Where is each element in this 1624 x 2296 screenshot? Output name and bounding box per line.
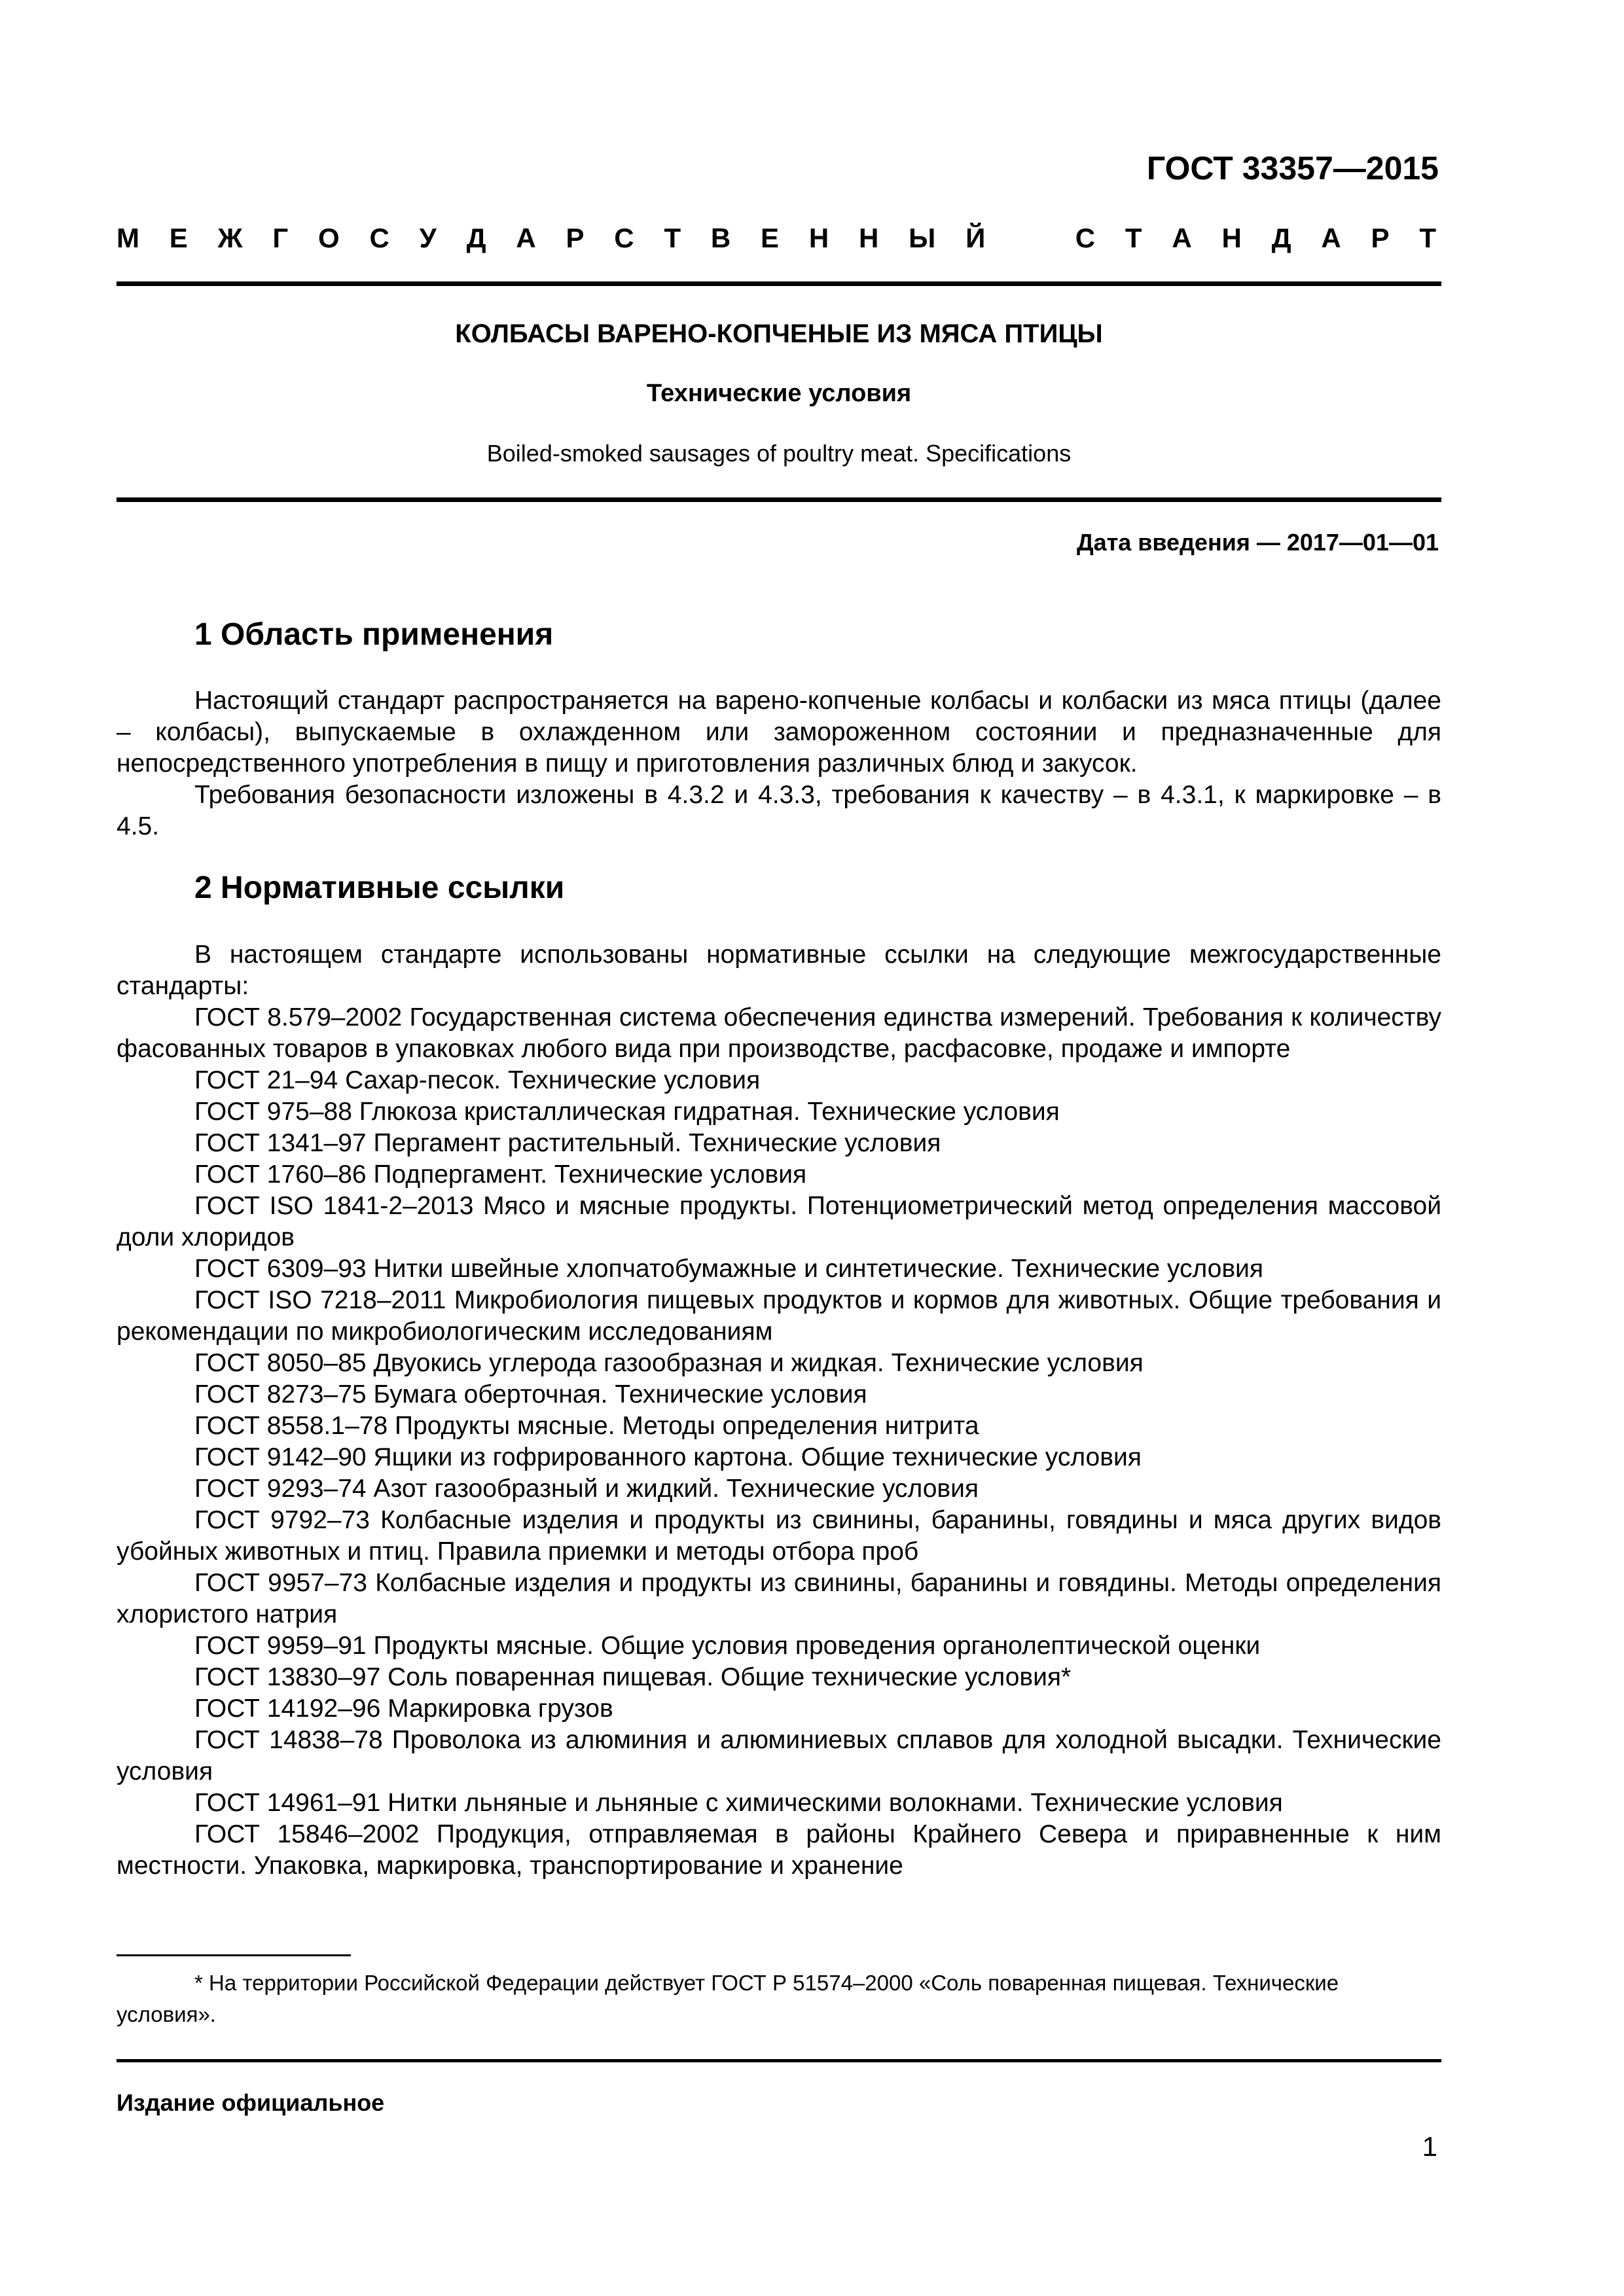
bottom-divider — [117, 2059, 1441, 2062]
reference-item: ГОСТ 14192–96 Маркировка грузов — [194, 1695, 613, 1723]
reference-item: ГОСТ 1341–97 Пергамент растительный. Технические условия — [194, 1129, 941, 1157]
section-1-paragraph: Требования безопасности изложены в 4.3.2 и 4.3.3, требования к качеству – в 4.3.1, к маркировке – в 4.5. — [117, 781, 1441, 840]
reference-item: ГОСТ 8050–85 Двуокись углерода газообразная и жидкая. Технические условия — [194, 1349, 1144, 1377]
document-title-english: Boiled-smoked sausages of poultry meat. Specifications — [486, 440, 1072, 467]
reference-item: ГОСТ 8558.1–78 Продукты мясные. Методы определения нитрита — [194, 1412, 979, 1440]
page-number: 1 — [1422, 2131, 1437, 2162]
reference-item: ГОСТ 6309–93 Нитки швейные хлопчатобумажные и синтетические. Технические условия — [194, 1255, 1263, 1283]
section-1-heading: 1 Область применения — [194, 617, 554, 652]
reference-item: ГОСТ 14838–78 Проволока из алюминия и алюминиевых сплавов для холодной высадки. Технические условия — [117, 1726, 1441, 1785]
section-2-heading: 2 Нормативные ссылки — [194, 870, 565, 905]
reference-item: ГОСТ 975–88 Глюкоза кристаллическая гидратная. Технические условия — [194, 1098, 1060, 1126]
reference-item: ГОСТ 9142–90 Ящики из гофрированного картона. Общие технические условия — [194, 1443, 1142, 1471]
title-divider — [117, 497, 1441, 502]
standard-type-heading: М Е Ж Г О С У Д А Р С Т В Е Н Н Ы Й С Т А Н Д А Р Т — [117, 223, 1436, 253]
top-divider — [117, 281, 1441, 286]
document-title: КОЛБАСЫ ВАРЕНО-КОПЧЕНЫЕ ИЗ МЯСА ПТИЦЫ — [455, 319, 1103, 348]
section-1-paragraph: Настоящий стандарт распространяется на варено-копченые колбасы и колбаски из мяса птицы (далее – колбасы), выпускаемые в охлажденном или замороженном состоянии и предназначенные для непосредственного употребления в пищу и приготовления различных блюд и закусок. — [117, 687, 1441, 778]
reference-item: ГОСТ 9293–74 Азот газообразный и жидкий. Технические условия — [194, 1475, 979, 1503]
reference-item: ГОСТ 15846–2002 Продукция, отправляемая в районы Крайнего Севера и приравненные к ним местности. Упаковка, маркировка, транспортирование и хранение — [117, 1820, 1441, 1880]
document-body — [117, 615, 1441, 1882]
reference-item: ГОСТ 8273–75 Бумага оберточная. Технические условия — [194, 1380, 867, 1408]
reference-item: ГОСТ 9959–91 Продукты мясные. Общие условия проведения органолептической оценки — [194, 1632, 1261, 1660]
reference-item: ГОСТ 8.579–2002 Государственная система обеспечения единства измерений. Требования к количеству фасованных товаров в упаковках любого вида при производстве, расфасовке, продаже и импорте — [117, 1003, 1441, 1063]
footnote-divider — [117, 1954, 351, 1956]
introduction-date: Дата введения — 2017—01—01 — [1076, 529, 1439, 556]
edition-label: Издание официальное — [117, 2089, 385, 2116]
section-2-intro: В настоящем стандарте использованы нормативные ссылки на следующие межгосударственные стандарты: — [117, 941, 1441, 1000]
reference-item: ГОСТ 13830–97 Соль поваренная пищевая. Общие технические условия* — [194, 1663, 1072, 1691]
reference-item: ГОСТ 1760–86 Подпергамент. Технические условия — [194, 1160, 807, 1189]
reference-item: ГОСТ 9957–73 Колбасные изделия и продукты из свинины, баранины и говядины. Методы определения хлористого натрия — [117, 1569, 1441, 1628]
reference-item: ГОСТ ISO 1841-2–2013 Мясо и мясные продукты. Потенциометрический метод определения массовой доли хлоридов — [117, 1192, 1441, 1251]
document-number: ГОСТ 33357—2015 — [1146, 150, 1439, 187]
reference-item: ГОСТ 21–94 Сахар-песок. Технические условия — [194, 1066, 761, 1094]
document-subtitle: Технические условия — [646, 380, 912, 407]
footnote: * На территории Российской Федерации действует ГОСТ Р 51574–2000 «Соль поваренная пищевая. Технические условия». — [117, 1971, 1339, 2026]
reference-item: ГОСТ 14961–91 Нитки льняные и льняные с химическими волокнами. Технические условия — [194, 1789, 1283, 1817]
reference-item: ГОСТ ISO 7218–2011 Микробиология пищевых продуктов и кормов для животных. Общие требования и рекомендации по микробиологическим исследованиям — [117, 1286, 1441, 1346]
reference-item: ГОСТ 9792–73 Колбасные изделия и продукты из свинины, баранины, говядины и мяса других видов убойных животных и птиц. Правила приемки и методы отбора проб — [117, 1506, 1441, 1566]
